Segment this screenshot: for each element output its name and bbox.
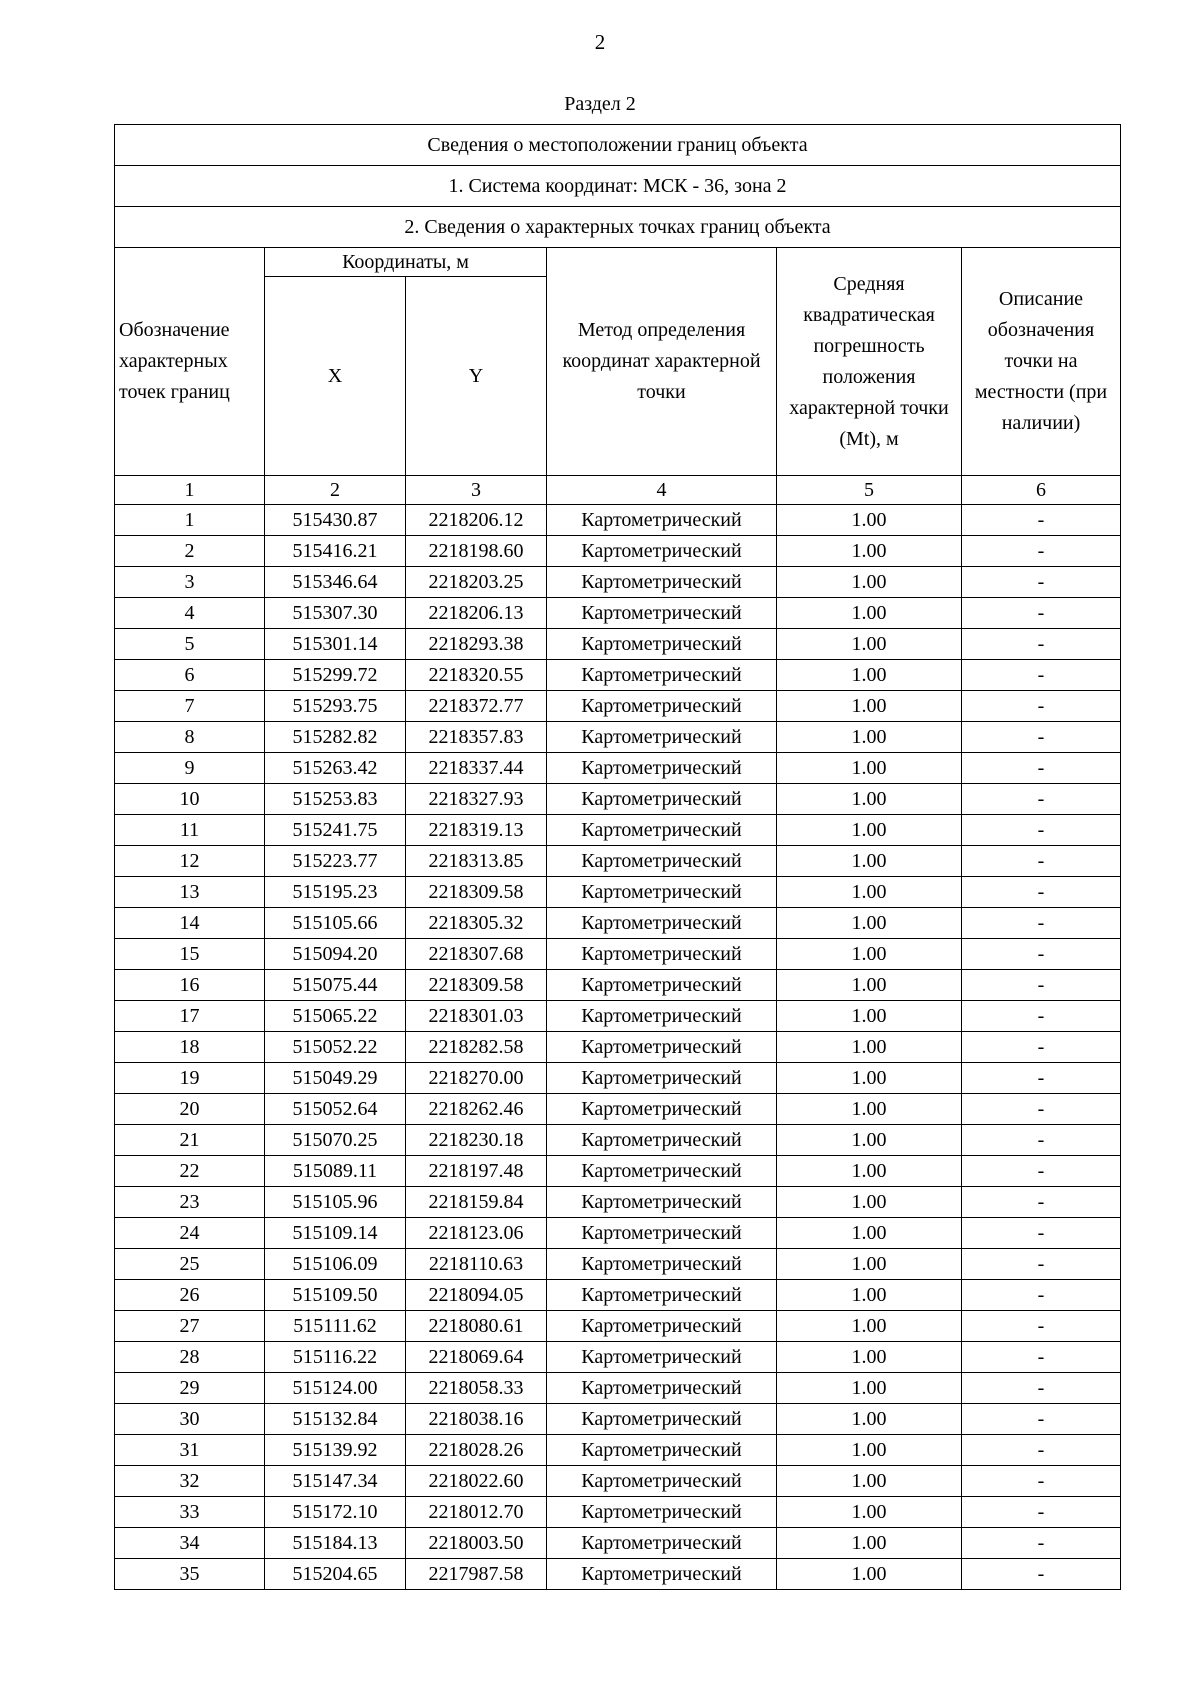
point-id-cell: 27	[115, 1311, 265, 1342]
y-coordinate-cell: 2218301.03	[406, 1001, 547, 1032]
x-coordinate-cell: 515282.82	[265, 722, 406, 753]
x-coordinate-cell: 515109.14	[265, 1218, 406, 1249]
description-cell: -	[962, 1001, 1121, 1032]
error-cell: 1.00	[777, 1063, 962, 1094]
table-row	[115, 1528, 1121, 1559]
method-cell: Картометрический	[547, 877, 777, 908]
x-coordinate-cell: 515184.13	[265, 1528, 406, 1559]
table-row	[115, 660, 1121, 691]
error-cell: 1.00	[777, 722, 962, 753]
header-x: X	[265, 277, 406, 476]
error-cell: 1.00	[777, 815, 962, 846]
error-cell: 1.00	[777, 691, 962, 722]
y-coordinate-cell: 2218309.58	[406, 877, 547, 908]
x-coordinate-cell: 515094.20	[265, 939, 406, 970]
method-cell: Картометрический	[547, 629, 777, 660]
table-row	[115, 1156, 1121, 1187]
x-coordinate-cell: 515089.11	[265, 1156, 406, 1187]
point-id-cell: 19	[115, 1063, 265, 1094]
error-cell: 1.00	[777, 1404, 962, 1435]
table-row	[115, 1311, 1121, 1342]
method-cell: Картометрический	[547, 1466, 777, 1497]
table-row	[115, 1001, 1121, 1032]
y-coordinate-cell: 2218022.60	[406, 1466, 547, 1497]
method-cell: Картометрический	[547, 691, 777, 722]
description-cell: -	[962, 1094, 1121, 1125]
table-row	[115, 505, 1121, 536]
table-row	[115, 1342, 1121, 1373]
description-cell: -	[962, 629, 1121, 660]
point-id-cell: 32	[115, 1466, 265, 1497]
point-id-cell: 2	[115, 536, 265, 567]
description-cell: -	[962, 598, 1121, 629]
description-cell: -	[962, 939, 1121, 970]
x-coordinate-cell: 515223.77	[265, 846, 406, 877]
x-coordinate-cell: 515147.34	[265, 1466, 406, 1497]
column-number-row	[115, 476, 1121, 505]
error-cell: 1.00	[777, 660, 962, 691]
header-y: Y	[406, 277, 547, 476]
error-cell: 1.00	[777, 505, 962, 536]
y-coordinate-cell: 2218206.12	[406, 505, 547, 536]
description-cell: -	[962, 505, 1121, 536]
y-coordinate-cell: 2218372.77	[406, 691, 547, 722]
point-id-cell: 24	[115, 1218, 265, 1249]
error-cell: 1.00	[777, 1218, 962, 1249]
table-row	[115, 691, 1121, 722]
y-coordinate-cell: 2218337.44	[406, 753, 547, 784]
x-coordinate-cell: 515416.21	[265, 536, 406, 567]
x-coordinate-cell: 515070.25	[265, 1125, 406, 1156]
description-cell: -	[962, 1559, 1121, 1590]
x-coordinate-cell: 515075.44	[265, 970, 406, 1001]
y-coordinate-cell: 2218319.13	[406, 815, 547, 846]
x-coordinate-cell: 515307.30	[265, 598, 406, 629]
x-coordinate-cell: 515111.62	[265, 1311, 406, 1342]
y-coordinate-cell: 2218080.61	[406, 1311, 547, 1342]
point-id-cell: 15	[115, 939, 265, 970]
table-row	[115, 1280, 1121, 1311]
error-cell: 1.00	[777, 1032, 962, 1063]
y-coordinate-cell: 2218270.00	[406, 1063, 547, 1094]
description-cell: -	[962, 815, 1121, 846]
column-number: 4	[547, 476, 777, 505]
table-row	[115, 536, 1121, 567]
error-cell: 1.00	[777, 1528, 962, 1559]
description-cell: -	[962, 1466, 1121, 1497]
y-coordinate-cell: 2218198.60	[406, 536, 547, 567]
error-cell: 1.00	[777, 1249, 962, 1280]
error-cell: 1.00	[777, 784, 962, 815]
method-cell: Картометрический	[547, 1342, 777, 1373]
column-number: 6	[962, 476, 1121, 505]
error-cell: 1.00	[777, 970, 962, 1001]
y-coordinate-cell: 2218038.16	[406, 1404, 547, 1435]
method-cell: Картометрический	[547, 1559, 777, 1590]
x-coordinate-cell: 515065.22	[265, 1001, 406, 1032]
method-cell: Картометрический	[547, 1125, 777, 1156]
point-id-cell: 28	[115, 1342, 265, 1373]
x-coordinate-cell: 515430.87	[265, 505, 406, 536]
error-cell: 1.00	[777, 1342, 962, 1373]
point-id-cell: 34	[115, 1528, 265, 1559]
table-row	[115, 598, 1121, 629]
table-row	[115, 1249, 1121, 1280]
table-row	[115, 1559, 1121, 1590]
method-cell: Картометрический	[547, 1404, 777, 1435]
column-number: 5	[777, 476, 962, 505]
point-id-cell: 20	[115, 1094, 265, 1125]
point-id-cell: 1	[115, 505, 265, 536]
error-cell: 1.00	[777, 1466, 962, 1497]
x-coordinate-cell: 515301.14	[265, 629, 406, 660]
point-id-cell: 26	[115, 1280, 265, 1311]
table-row	[115, 939, 1121, 970]
y-coordinate-cell: 2218206.13	[406, 598, 547, 629]
error-cell: 1.00	[777, 846, 962, 877]
boundary-points-table	[114, 124, 1121, 1590]
x-coordinate-cell: 515105.66	[265, 908, 406, 939]
method-cell: Картометрический	[547, 1435, 777, 1466]
point-id-cell: 12	[115, 846, 265, 877]
method-cell: Картометрический	[547, 1249, 777, 1280]
x-coordinate-cell: 515052.22	[265, 1032, 406, 1063]
point-id-cell: 14	[115, 908, 265, 939]
description-cell: -	[962, 567, 1121, 598]
x-coordinate-cell: 515106.09	[265, 1249, 406, 1280]
x-coordinate-cell: 515105.96	[265, 1187, 406, 1218]
error-cell: 1.00	[777, 1156, 962, 1187]
point-id-cell: 25	[115, 1249, 265, 1280]
table-row	[115, 1032, 1121, 1063]
x-coordinate-cell: 515132.84	[265, 1404, 406, 1435]
x-coordinate-cell: 515109.50	[265, 1280, 406, 1311]
y-coordinate-cell: 2218159.84	[406, 1187, 547, 1218]
header-error: Средняя квадратическая погрешность положения характерной точки (Mt), м	[777, 248, 962, 476]
y-coordinate-cell: 2218028.26	[406, 1435, 547, 1466]
table-row	[115, 1094, 1121, 1125]
point-id-cell: 4	[115, 598, 265, 629]
method-cell: Картометрический	[547, 815, 777, 846]
table-row	[115, 1063, 1121, 1094]
description-cell: -	[962, 1156, 1121, 1187]
method-cell: Картометрический	[547, 970, 777, 1001]
method-cell: Картометрический	[547, 660, 777, 691]
point-id-cell: 30	[115, 1404, 265, 1435]
error-cell: 1.00	[777, 536, 962, 567]
point-id-cell: 11	[115, 815, 265, 846]
method-cell: Картометрический	[547, 784, 777, 815]
table-row	[115, 877, 1121, 908]
y-coordinate-cell: 2218094.05	[406, 1280, 547, 1311]
y-coordinate-cell: 2218197.48	[406, 1156, 547, 1187]
y-coordinate-cell: 2218309.58	[406, 970, 547, 1001]
description-cell: -	[962, 753, 1121, 784]
description-cell: -	[962, 660, 1121, 691]
error-cell: 1.00	[777, 1094, 962, 1125]
method-cell: Картометрический	[547, 536, 777, 567]
y-coordinate-cell: 2218058.33	[406, 1373, 547, 1404]
description-cell: -	[962, 1373, 1121, 1404]
point-id-cell: 7	[115, 691, 265, 722]
description-cell: -	[962, 1125, 1121, 1156]
error-cell: 1.00	[777, 1497, 962, 1528]
description-cell: -	[962, 1404, 1121, 1435]
page-number: 2	[594, 30, 606, 54]
header-method: Метод определения координат характерной точки	[547, 248, 777, 476]
method-cell: Картометрический	[547, 939, 777, 970]
y-coordinate-cell: 2218313.85	[406, 846, 547, 877]
method-cell: Картометрический	[547, 1063, 777, 1094]
point-id-cell: 9	[115, 753, 265, 784]
x-coordinate-cell: 515049.29	[265, 1063, 406, 1094]
y-coordinate-cell: 2218357.83	[406, 722, 547, 753]
y-coordinate-cell: 2218203.25	[406, 567, 547, 598]
method-cell: Картометрический	[547, 1001, 777, 1032]
column-number: 2	[265, 476, 406, 505]
error-cell: 1.00	[777, 567, 962, 598]
y-coordinate-cell: 2218282.58	[406, 1032, 547, 1063]
y-coordinate-cell: 2218320.55	[406, 660, 547, 691]
table-row	[115, 1497, 1121, 1528]
point-id-cell: 3	[115, 567, 265, 598]
y-coordinate-cell: 2218230.18	[406, 1125, 547, 1156]
error-cell: 1.00	[777, 629, 962, 660]
description-cell: -	[962, 1342, 1121, 1373]
point-id-cell: 31	[115, 1435, 265, 1466]
coordinate-system: 1. Система координат: МСК - 36, зона 2	[115, 166, 1121, 207]
method-cell: Картометрический	[547, 1280, 777, 1311]
point-id-cell: 17	[115, 1001, 265, 1032]
table-row	[115, 1373, 1121, 1404]
description-cell: -	[962, 1435, 1121, 1466]
x-coordinate-cell: 515052.64	[265, 1094, 406, 1125]
description-cell: -	[962, 846, 1121, 877]
description-cell: -	[962, 1280, 1121, 1311]
point-id-cell: 5	[115, 629, 265, 660]
table-title: Сведения о местоположении границ объекта	[115, 125, 1121, 166]
description-cell: -	[962, 691, 1121, 722]
method-cell: Картометрический	[547, 1094, 777, 1125]
y-coordinate-cell: 2218262.46	[406, 1094, 547, 1125]
error-cell: 1.00	[777, 1559, 962, 1590]
method-cell: Картометрический	[547, 1373, 777, 1404]
point-id-cell: 29	[115, 1373, 265, 1404]
description-cell: -	[962, 722, 1121, 753]
section-title: Раздел 2	[564, 93, 636, 115]
error-cell: 1.00	[777, 939, 962, 970]
y-coordinate-cell: 2218012.70	[406, 1497, 547, 1528]
point-id-cell: 33	[115, 1497, 265, 1528]
table-row	[115, 784, 1121, 815]
error-cell: 1.00	[777, 908, 962, 939]
description-cell: -	[962, 970, 1121, 1001]
error-cell: 1.00	[777, 753, 962, 784]
error-cell: 1.00	[777, 1373, 962, 1404]
x-coordinate-cell: 515253.83	[265, 784, 406, 815]
point-id-cell: 13	[115, 877, 265, 908]
column-number: 3	[406, 476, 547, 505]
x-coordinate-cell: 515299.72	[265, 660, 406, 691]
method-cell: Картометрический	[547, 846, 777, 877]
error-cell: 1.00	[777, 1125, 962, 1156]
table-row	[115, 1404, 1121, 1435]
method-cell: Картометрический	[547, 1528, 777, 1559]
table-row	[115, 629, 1121, 660]
method-cell: Картометрический	[547, 567, 777, 598]
x-coordinate-cell: 515195.23	[265, 877, 406, 908]
method-cell: Картометрический	[547, 1187, 777, 1218]
header-description: Описание обозначения точки на местности (при наличии)	[962, 248, 1121, 476]
error-cell: 1.00	[777, 1001, 962, 1032]
y-coordinate-cell: 2217987.58	[406, 1559, 547, 1590]
description-cell: -	[962, 908, 1121, 939]
description-cell: -	[962, 1311, 1121, 1342]
table-row	[115, 567, 1121, 598]
header-coordinates: Координаты, м	[265, 248, 547, 277]
y-coordinate-cell: 2218293.38	[406, 629, 547, 660]
x-coordinate-cell: 515263.42	[265, 753, 406, 784]
x-coordinate-cell: 515346.64	[265, 567, 406, 598]
method-cell: Картометрический	[547, 598, 777, 629]
x-coordinate-cell: 515124.00	[265, 1373, 406, 1404]
table-row	[115, 908, 1121, 939]
y-coordinate-cell: 2218307.68	[406, 939, 547, 970]
description-cell: -	[962, 1528, 1121, 1559]
x-coordinate-cell: 515293.75	[265, 691, 406, 722]
description-cell: -	[962, 536, 1121, 567]
table-row	[115, 1218, 1121, 1249]
header-designation: Обозначение характерных точек границ	[115, 248, 265, 476]
x-coordinate-cell: 515139.92	[265, 1435, 406, 1466]
error-cell: 1.00	[777, 877, 962, 908]
method-cell: Картометрический	[547, 505, 777, 536]
table-row	[115, 815, 1121, 846]
table-row	[115, 1125, 1121, 1156]
x-coordinate-cell: 515204.65	[265, 1559, 406, 1590]
x-coordinate-cell: 515116.22	[265, 1342, 406, 1373]
point-id-cell: 35	[115, 1559, 265, 1590]
x-coordinate-cell: 515241.75	[265, 815, 406, 846]
error-cell: 1.00	[777, 1311, 962, 1342]
point-id-cell: 8	[115, 722, 265, 753]
y-coordinate-cell: 2218110.63	[406, 1249, 547, 1280]
method-cell: Картометрический	[547, 753, 777, 784]
description-cell: -	[962, 784, 1121, 815]
y-coordinate-cell: 2218305.32	[406, 908, 547, 939]
method-cell: Картометрический	[547, 908, 777, 939]
column-number: 1	[115, 476, 265, 505]
description-cell: -	[962, 1187, 1121, 1218]
y-coordinate-cell: 2218003.50	[406, 1528, 547, 1559]
error-cell: 1.00	[777, 1280, 962, 1311]
description-cell: -	[962, 1218, 1121, 1249]
point-id-cell: 18	[115, 1032, 265, 1063]
point-id-cell: 22	[115, 1156, 265, 1187]
y-coordinate-cell: 2218123.06	[406, 1218, 547, 1249]
error-cell: 1.00	[777, 598, 962, 629]
table-row	[115, 970, 1121, 1001]
table-row	[115, 1466, 1121, 1497]
method-cell: Картометрический	[547, 1156, 777, 1187]
error-cell: 1.00	[777, 1187, 962, 1218]
x-coordinate-cell: 515172.10	[265, 1497, 406, 1528]
description-cell: -	[962, 1497, 1121, 1528]
method-cell: Картометрический	[547, 1032, 777, 1063]
y-coordinate-cell: 2218069.64	[406, 1342, 547, 1373]
description-cell: -	[962, 1249, 1121, 1280]
point-id-cell: 6	[115, 660, 265, 691]
y-coordinate-cell: 2218327.93	[406, 784, 547, 815]
table-row	[115, 1435, 1121, 1466]
method-cell: Картометрический	[547, 1311, 777, 1342]
description-cell: -	[962, 1063, 1121, 1094]
method-cell: Картометрический	[547, 1497, 777, 1528]
description-cell: -	[962, 877, 1121, 908]
table-row	[115, 753, 1121, 784]
description-cell: -	[962, 1032, 1121, 1063]
point-id-cell: 21	[115, 1125, 265, 1156]
method-cell: Картометрический	[547, 1218, 777, 1249]
point-id-cell: 23	[115, 1187, 265, 1218]
table-row	[115, 1187, 1121, 1218]
point-id-cell: 16	[115, 970, 265, 1001]
error-cell: 1.00	[777, 1435, 962, 1466]
table-row	[115, 722, 1121, 753]
point-id-cell: 10	[115, 784, 265, 815]
method-cell: Картометрический	[547, 722, 777, 753]
points-heading: 2. Сведения о характерных точках границ объекта	[115, 207, 1121, 248]
table-row	[115, 846, 1121, 877]
